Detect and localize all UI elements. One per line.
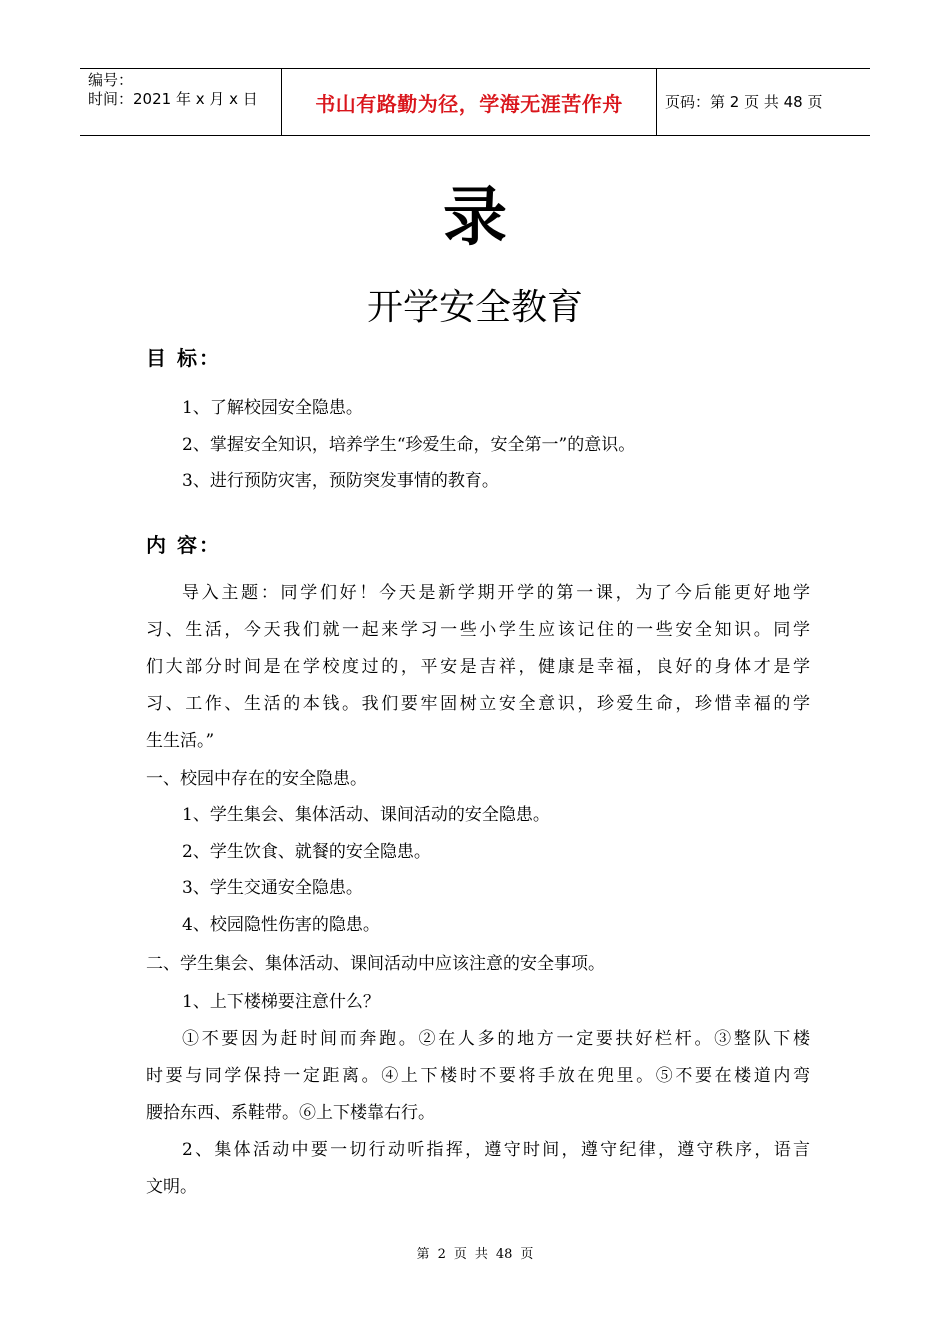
header-motto: 书山有路勤为径，学海无涯苦作舟 [315, 92, 623, 116]
intro-line: 生生活。” [146, 731, 215, 751]
footer-total-pages: 48 [495, 1247, 513, 1262]
goals-heading: 目 标： [146, 346, 221, 370]
list-item: 1、上下楼梯要注意什么？ [182, 992, 380, 1012]
page-title: 开学安全教育 [366, 287, 583, 328]
paragraph-line: 腰拾东西、系鞋带。⑥上下楼靠右行。 [146, 1103, 435, 1123]
paragraph-line-text: ①不要因为赶时间而奔跑。②在人多的地方一定要扶好栏杆。③整队下楼 [182, 1029, 810, 1049]
header-page-label: 页码：第 2 页 共 48 页 [665, 93, 823, 111]
paragraph-line [182, 1027, 810, 1051]
goal-item: 3、进行预防灾害，预防突发事情的教育。 [182, 471, 499, 491]
content-heading: 内 容： [146, 533, 221, 557]
paragraph-line-text: 2、集体活动中要一切行动听指挥，遵守时间，遵守纪律，遵守秩序，语言 [182, 1140, 810, 1160]
paragraph-line-text: 时要与同学保持一定距离。④上下楼时不要将手放在兜里。⑤不要在楼道内弯 [146, 1066, 810, 1086]
section-heading: 二、学生集会、集体活动、课间活动中应该注意的安全事项。 [146, 954, 605, 974]
intro-line [146, 692, 810, 716]
list-item: 3、学生交通安全隐患。 [182, 878, 363, 898]
footer-page-number: 2 [437, 1247, 446, 1262]
footer-gong: 共 [474, 1247, 488, 1262]
page-header [80, 68, 870, 136]
goal-item: 2、掌握安全知识，培养学生“珍爱生命，安全第一”的意识。 [182, 435, 636, 455]
doc-time-label: 时间：2021 年 x 月 x 日 [88, 90, 258, 108]
intro-line [146, 618, 810, 642]
footer-di: 第 [416, 1247, 430, 1262]
footer-ye: 页 [520, 1247, 534, 1262]
paragraph-line [146, 1064, 810, 1088]
doc-number-label: 编号： [88, 71, 134, 89]
intro-line-text: 们大部分时间是在学校度过的，平安是吉祥，健康是幸福，良好的身体才是学 [146, 657, 810, 677]
intro-line [182, 581, 810, 605]
paragraph-line [182, 1138, 810, 1162]
intro-line-text: 导入主题：同学们好！今天是新学期开学的第一课，为了今后能更好地学 [182, 583, 810, 603]
intro-line [146, 655, 810, 679]
intro-line-text: 习、工作、生活的本钱。我们要牢固树立安全意识，珍爱生命，珍惜幸福的学 [146, 694, 810, 714]
list-item: 2、学生饮食、就餐的安全隐患。 [182, 842, 431, 862]
intro-line-text: 习、生活，今天我们就一起来学习一些小学生应该记住的一些安全知识。同学 [146, 620, 810, 640]
page-footer [0, 1246, 950, 1264]
footer-ye: 页 [453, 1247, 467, 1262]
header-meta-cell [80, 69, 281, 135]
header-page-cell [655, 69, 870, 135]
paragraph-line: 文明。 [146, 1177, 197, 1197]
goal-item: 1、了解校园安全隐患。 [182, 398, 363, 418]
section-heading: 一、校园中存在的安全隐患。 [146, 769, 367, 789]
list-item: 1、学生集会、集体活动、课间活动的安全隐患。 [182, 805, 550, 825]
header-motto-cell [281, 69, 657, 135]
big-character: 录 [443, 180, 507, 255]
list-item: 4、校园隐性伤害的隐患。 [182, 915, 380, 935]
